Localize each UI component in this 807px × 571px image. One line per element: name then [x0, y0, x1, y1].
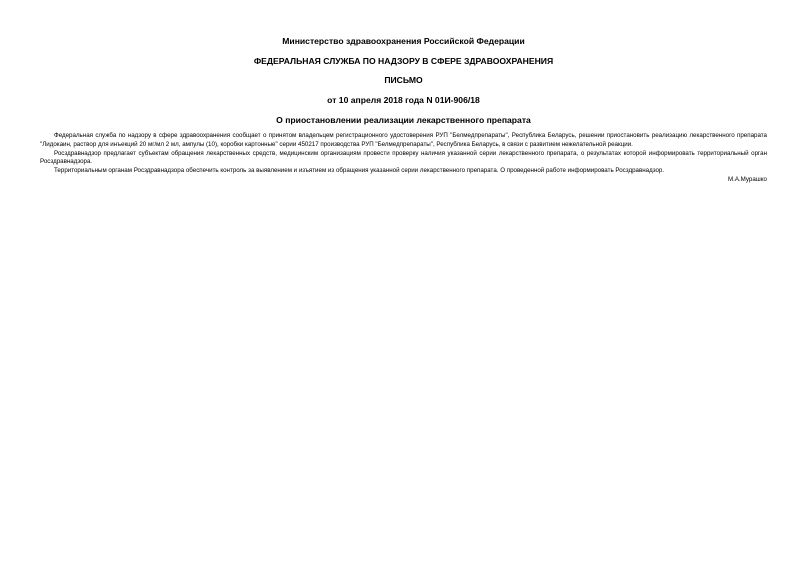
document-type: ПИСЬМО — [384, 75, 423, 85]
paragraph-1: Федеральная служба по надзору в сфере здравоохранения сообщает о принятом владельцем регистрационного удостоверения РУП "Белмедпрепараты", Республика Беларусь, решении приостановить реализацию лекарственного препарата "Лидокаин, раствор для инъекций 20 мг/мл 2 мл, ампулы (10), коробки картонные" серии 450217 производства РУП "Белмедпрепараты", Республика Беларусь, в связи с развитием нежелательной реакции. — [40, 132, 767, 148]
service-name: ФЕДЕРАЛЬНАЯ СЛУЖБА ПО НАДЗОРУ В СФЕРЕ ЗДРАВООХРАНЕНИЯ — [253, 56, 554, 66]
paragraph-2: Росздравнадзор предлагает субъектам обращения лекарственных средств, медицинским организациям провести проверку наличия указанной серии лекарственного препарата, о результатах которой информировать территориальный орган Росздравнадзора. — [40, 149, 767, 166]
ministry-name: Министерство здравоохранения Российской Федерации — [282, 36, 525, 46]
paragraph-3: Территориальным органам Росздравнадзора обеспечить контроль за выявлением и изъятием из обращения указанной серии лекарственного препарата. О проведенной работе информировать Росздравнадзор. — [54, 167, 665, 175]
document-body — [40, 132, 767, 185]
document-date-number: от 10 апреля 2018 года N 01И-906/18 — [327, 95, 480, 105]
signature: М.А.Мурашко — [727, 175, 767, 183]
document-subject: О приостановлении реализации лекарственного препарата — [276, 115, 531, 125]
